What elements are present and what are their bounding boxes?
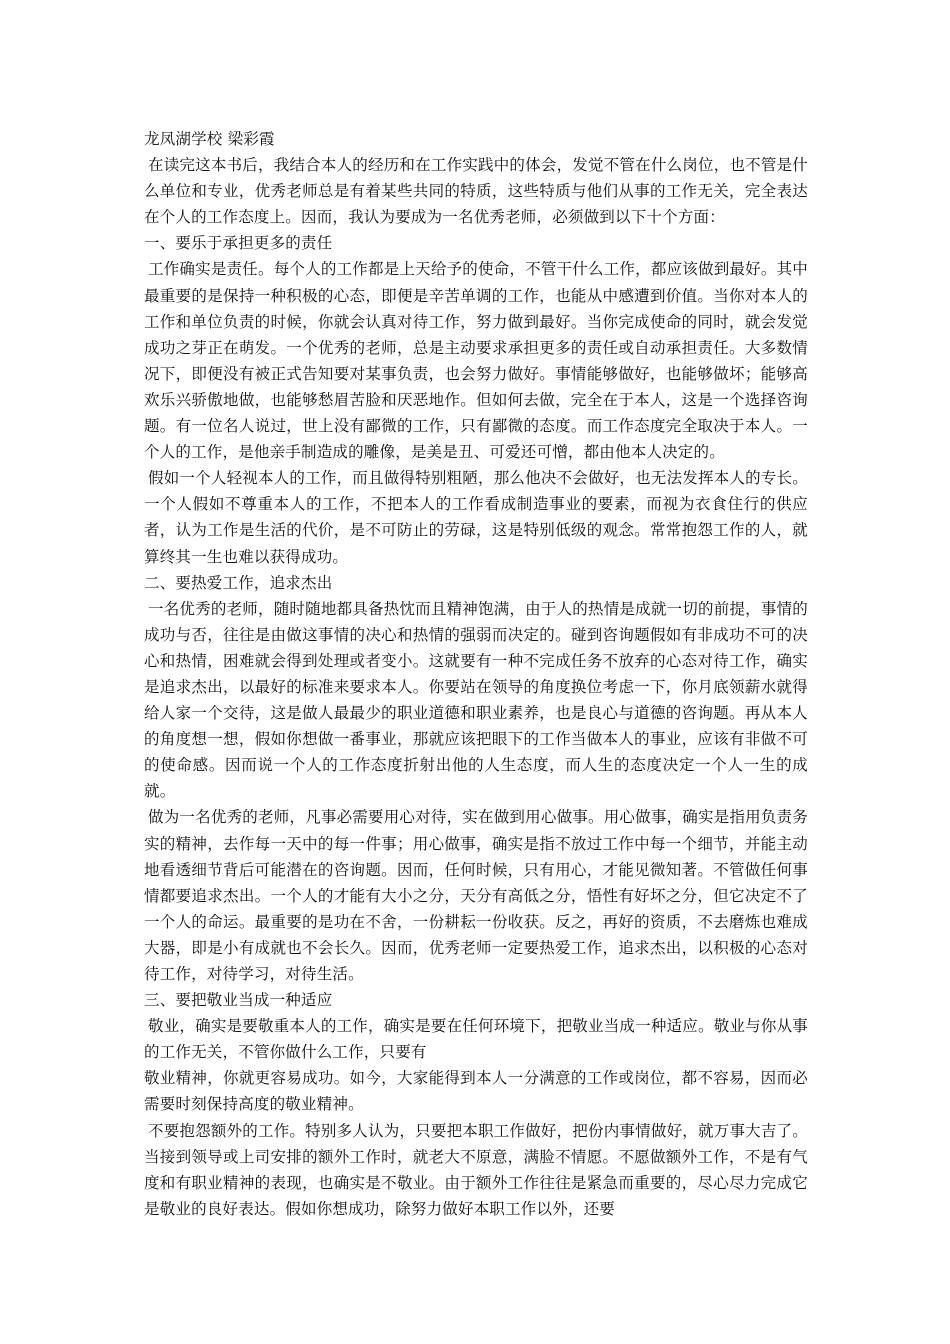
section-2-paragraph-1: 一名优秀的老师，随时随地都具备热忱而且精神饱满，由于人的热情是成就一切的前提，事情的成功与否，往往是由做这事情的决心和热情的强弱而决定的。碰到咨询题假如有非成功不可的决心和热情，困难就会得到处理或者变小。这就要有一种不完成任务不放弃的心态对待工作，确实是追求杰出，以最好的标准来要求本人。你要站在领导的角度换位考虑一下，你月底领薪水就得给人家一个交待，这是做人最最少的职业道德和职业素养，也是良心与道德的咨询题。再从本人的角度想一想，假如你想做一番事业，那就应该把眼下的工作当做本人的事业，应该有非做不可的使命感。因而说一个人的工作态度折射出他的人生态度，而人生的态度决定一个人一生的成就。 xyxy=(144,599,808,801)
section-1-paragraph-1: 工作确实是责任。每个人的工作都是上天给予的使命，不管干什么工作，都应该做到最好。其中最重要的是保持一种积极的心态，即便是辛苦单调的工作，也能从中感遭到价值。当你对本人的工作和单位负责的时候，你就会认真对待工作，努力做到最好。当你完成使命的同时，就会发觉成功之芽正在萌发。一个优秀的老师，总是主动要求承担更多的责任或自动承担责任。大多数情况下，即便没有被正式告知要对某事负责，也会努力做好。事情能够做好，也能够做坏；能够高欢乐兴骄傲地做，也能够愁眉苦脸和厌恶地作。但如何去做，完全在于本人，这是一个选择咨询题。有一位名人说过，世上没有鄙微的工作，只有鄙微的态度。而工作态度完全取决于本人。一个人的工作，是他亲手制造成的雕像，是美是丑、可爱还可憎，都由他本人决定的。 xyxy=(144,260,808,462)
section-1-paragraph-2: 假如一个人轻视本人的工作，而且做得特别粗陋，那么他决不会做好，也无法发挥本人的专长。一个人假如不尊重本人的工作，不把本人的工作看成制造事业的要素，而视为衣食住行的供应者，认为工作是生活的代价，是不可防止的劳碌，这是特别低级的观念。常常抱怨工作的人，就算终其一生也难以获得成功。 xyxy=(144,469,808,566)
section-1-heading: 一、要乐于承担更多的责任 xyxy=(144,234,333,253)
section-2-paragraph-2: 做为一名优秀的老师，凡事必需要用心对待，实在做到用心做事。用心做事，确实是指用负责务实的精神，去作每一天中的每一件事；用心做事，确实是指不放过工作中每一个细节，并能主动地看透细节背后可能潜在的咨询题。因而，任何时候，只有用心，才能见微知著。不管做任何事情都要追求杰出。一个人的才能有大小之分，天分有高低之分，悟性有好坏之分，但它决定不了一个人的命运。最重要的是功在不舍，一份耕耘一份收获。反之，再好的资质，不去磨炼也难成大器，即是小有成就也不会长久。因而，优秀老师一定要热爱工作，追求杰出，以积极的心态对待工作，对待学习，对待生活。 xyxy=(144,808,808,983)
section-3-paragraph-1b: 敬业精神，你就更容易成功。如今，大家能得到本人一分满意的工作或岗位，都不容易，因而必需要时刻保持高度的敬业精神。 xyxy=(144,1069,808,1114)
section-3-paragraph-1a: 敬业，确实是要敬重本人的工作，确实是要在任何环境下，把敬业当成一种适应。敬业与你从事的工作无关，不管你做什么工作，只要有 xyxy=(144,1017,808,1062)
section-3-heading: 三、要把敬业当成一种适应 xyxy=(144,991,333,1010)
section-2-heading: 二、要热爱工作，追求杰出 xyxy=(144,573,333,592)
intro-paragraph: 在读完这本书后，我结合本人的经历和在工作实践中的体会，发觉不管在什么岗位，也不管是什么单位和专业，优秀老师总是有着某些共同的特质，这些特质与他们从事的工作无关，完全表达在个人的工作态度上。因而，我认为要成为一名优秀老师，必须做到以下十个方面： xyxy=(144,156,808,227)
section-3-paragraph-2: 不要抱怨额外的工作。特别多人认为，只要把本职工作做好，把份内事情做好，就万事大吉了。当接到领导或上司安排的额外工作时，就老大不原意，满脸不情愿。不愿做额外工作，不是有气度和有职业精神的表现，也确实是不敬业。由于额外工作往往是紧急而重要的，尽心尽力完成它是敬业的良好表达。假如你想成功，除努力做好本职工作以外，还要 xyxy=(144,1121,808,1218)
author-line: 龙凤湖学校 梁彩霞 xyxy=(144,130,275,148)
document-page xyxy=(144,126,808,1222)
